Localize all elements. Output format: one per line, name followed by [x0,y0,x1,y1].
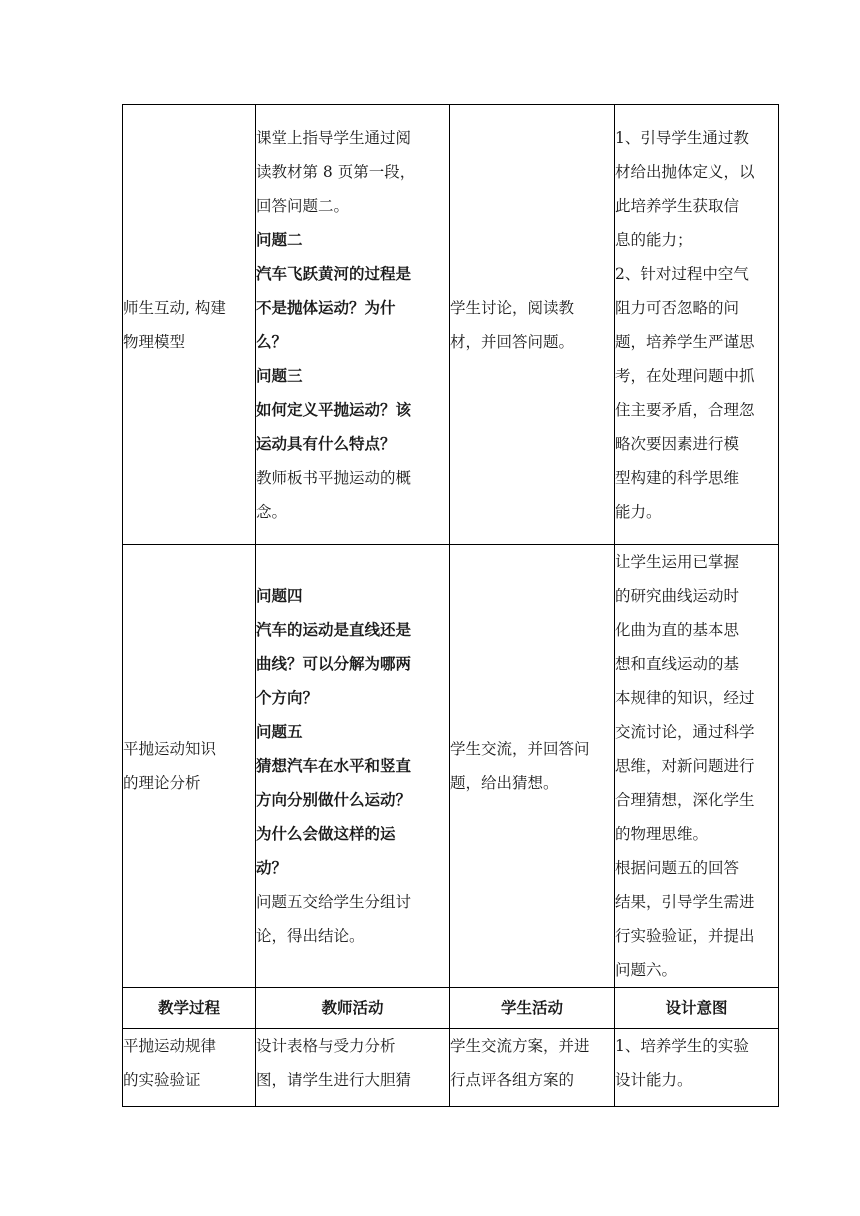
cell-text-line: 思维，对新问题进行 [615,757,755,775]
cell-text-line: 设计表格与受力分析 [256,1037,396,1055]
cell-text-line: 的理论分析 [123,774,201,792]
cell-text-line: 的物理思维。 [615,825,709,843]
cell-text-line: 读教材第 8 页第一段， [256,162,416,181]
design-intent-cell [615,105,779,545]
cell-text-line: 猜想汽车在水平和竖直 [256,757,412,775]
cell-text-line: 想和直线运动的基 [615,655,740,673]
header-student-activity: 学生活动 [450,988,615,1029]
cell-text-line: 考，在处理问题中抓 [615,366,755,385]
cell-text-line: 题，培养学生严谨思 [615,332,755,351]
table-header-row [123,988,779,1029]
cell-text-line: 么？ [256,332,288,351]
cell-text-line: 物理模型 [123,332,186,351]
cell-text-line: 学生交流方案，并进 [450,1037,590,1055]
student-activity-cell [450,545,615,988]
student-activity-cell [450,1029,615,1107]
cell-text-line: 汽车的运动是直线还是 [256,621,412,639]
design-intent-cell [615,545,779,988]
cell-text-line: 1、引导学生通过教 [615,128,749,147]
cell-text-line: 让学生运用已掌握 [615,553,740,571]
row-theory-analysis [123,545,779,988]
cell-text-line: 材给出抛体定义，以 [615,162,755,181]
cell-text-line: 方向分别做什么运动？ [256,791,412,809]
cell-text-line: 行点评各组方案的 [450,1071,575,1089]
cell-text-line: 能力。 [615,502,662,521]
teacher-activity-cell [256,545,450,988]
teacher-activity-cell [256,105,450,545]
cell-text-line: 本规律的知识，经过 [615,689,755,707]
stage-cell [123,105,256,545]
cell-text-line: 合理猜想，深化学生 [615,791,755,809]
cell-text-line: 此培养学生获取信 [615,196,740,215]
cell-text-line: 问题四 [256,587,303,605]
cell-text-line: 运动具有什么特点？ [256,434,396,453]
cell-text-line: 住主要矛盾，合理忽 [615,400,755,419]
cell-text-line: 平抛运动规律 [123,1037,217,1055]
cell-text-line: 2、针对过程中空气 [615,264,749,283]
cell-text-line: 如何定义平抛运动？该 [256,400,412,419]
cell-text-line: 息的能力； [615,230,693,249]
header-teaching-process: 教学过程 [123,988,256,1029]
cell-text-line: 师生互动, 构建 [123,298,226,317]
row-experiment-verification [123,1029,779,1107]
row-model-building [123,105,779,545]
cell-text-line: 论，得出结论。 [256,927,365,945]
cell-text-line: 汽车飞跃黄河的过程是 [256,264,412,283]
cell-text-line: 题，给出猜想。 [450,774,559,792]
cell-text-line: 略次要因素进行模 [615,434,740,453]
stage-cell [123,545,256,988]
cell-text-line: 学生交流，并回答问 [450,740,590,758]
cell-text-line: 图，请学生进行大胆猜 [256,1071,412,1089]
cell-text-line: 根据问题五的回答 [615,859,740,877]
stage-cell [123,1029,256,1107]
cell-text-line: 问题三 [256,366,303,385]
cell-text-line: 设计能力。 [615,1071,693,1089]
cell-text-line: 曲线？可以分解为哪两 [256,655,412,673]
cell-text-line: 平抛运动知识 [123,740,217,758]
cell-text-line: 不是抛体运动？为什 [256,298,396,317]
design-intent-cell [615,1029,779,1107]
cell-text-line: 化曲为直的基本思 [615,621,740,639]
cell-text-line: 教师板书平抛运动的概 [256,468,412,487]
cell-text-line: 回答问题二。 [256,196,350,215]
cell-text-line: 动？ [256,859,288,877]
student-activity-cell [450,105,615,545]
cell-text-line: 问题五 [256,723,303,741]
cell-text-line: 的研究曲线运动时 [615,587,740,605]
cell-text-line: 结果，引导学生需进 [615,893,755,911]
teacher-activity-cell [256,1029,450,1107]
cell-text-line: 个方向？ [256,689,319,707]
cell-text-line: 课堂上指导学生通过阅 [256,128,412,147]
cell-text-line: 问题五交给学生分组讨 [256,893,412,911]
cell-text-line: 问题二 [256,230,303,249]
cell-text-line: 1、培养学生的实验 [615,1037,749,1055]
header-teacher-activity: 教师活动 [256,988,450,1029]
cell-text-line: 材，并回答问题。 [450,332,575,351]
header-design-intent: 设计意图 [615,988,779,1029]
lesson-plan-table [122,104,779,1107]
cell-text-line: 问题六。 [615,961,678,979]
cell-text-line: 交流讨论，通过科学 [615,723,755,741]
cell-text-line: 型构建的科学思维 [615,468,740,487]
cell-text-line: 念。 [256,502,288,521]
cell-text-line: 阻力可否忽略的问 [615,298,740,317]
cell-text-line: 为什么会做这样的运 [256,825,396,843]
cell-text-line: 的实验验证 [123,1071,201,1089]
cell-text-line: 学生讨论，阅读教 [450,298,575,317]
cell-text-line: 行实验验证，并提出 [615,927,755,945]
